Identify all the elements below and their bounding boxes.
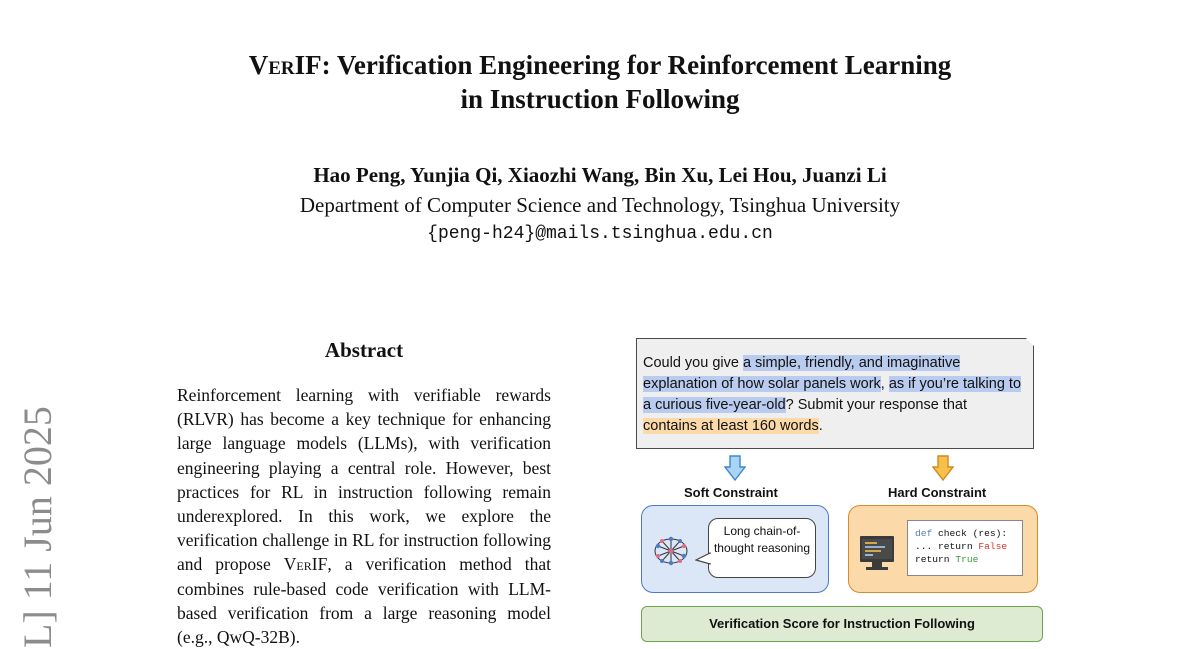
hard-constraint-label: Hard Constraint xyxy=(888,485,987,500)
soft-highlight: as if you’re talking to a curious five-year-old xyxy=(643,376,1022,413)
code-snippet xyxy=(907,520,1023,576)
abstract-text-2: , a verification method that combines rule-based code verification with LLM-based verification from a large reasoning model (e.g., QwQ-32B). xyxy=(177,554,551,648)
arxiv-sidebar-stamp xyxy=(12,380,82,648)
prompt-text: . xyxy=(818,418,823,434)
abstract-heading: Abstract xyxy=(324,338,404,362)
soft-constraint-box xyxy=(641,505,829,593)
author-list: Hao Peng, Yunjia Qi, Xiaozhi Wang, Bin Xu, Lei Hou, Juanzi Li xyxy=(313,163,887,187)
abstract-text-1: Reinforcement learning with verifiable rewards (RLVR) has become a key technique for enhancing large language models (LLMs), with verification engineering playing a central role. However, best practices for RL in instruction following remain underexplored. In this work, we explore the verification challenge in RL for instruction following and propose xyxy=(177,385,551,575)
hard-constraint-box xyxy=(848,505,1038,593)
down-arrow-icon xyxy=(724,455,746,481)
title-line1: : Verification Engineering for Reinforcement Learning xyxy=(321,50,952,80)
overview-figure xyxy=(630,336,1050,648)
code-text: check (res): xyxy=(932,528,1008,539)
page-fold-corner xyxy=(1025,337,1035,347)
code-text: return xyxy=(915,554,956,565)
code-false-literal: False xyxy=(978,541,1008,552)
bubble-tail-icon xyxy=(695,551,711,567)
code-true-literal: True xyxy=(955,554,979,565)
method-name: VerIF xyxy=(248,50,322,80)
code-text: ... return xyxy=(915,541,979,552)
abstract-method-name: VerIF xyxy=(283,554,328,575)
verification-score-box: Verification Score for Instruction Following xyxy=(641,606,1043,642)
reasoning-speech-bubble: Long chain-of-thought reasoning xyxy=(708,518,816,578)
prompt-text: Could you give xyxy=(643,355,743,371)
instruction-prompt-box xyxy=(636,338,1034,449)
email: {peng-h24}@mails.tsinghua.edu.cn xyxy=(427,224,773,244)
brain-network-icon xyxy=(650,534,692,570)
arxiv-stamp-text: L] 11 Jun 2025 xyxy=(15,406,60,648)
hard-highlight: contains at least 160 words xyxy=(643,418,819,434)
soft-constraint-label: Soft Constraint xyxy=(684,485,778,500)
prompt-text: ? Submit your response that xyxy=(785,397,968,413)
paper-title xyxy=(0,48,1200,116)
abstract-body xyxy=(177,383,551,649)
affiliation: Department of Computer Science and Technology, Tsinghua University xyxy=(299,193,901,217)
title-line2: in Instruction Following xyxy=(460,84,740,114)
code-keyword: def xyxy=(915,528,933,539)
prompt-text: , xyxy=(880,376,889,392)
soft-highlight: a simple, friendly, and imaginative explanation of how solar panels work xyxy=(643,355,961,392)
computer-code-icon xyxy=(857,534,897,572)
down-arrow-icon xyxy=(932,455,954,481)
